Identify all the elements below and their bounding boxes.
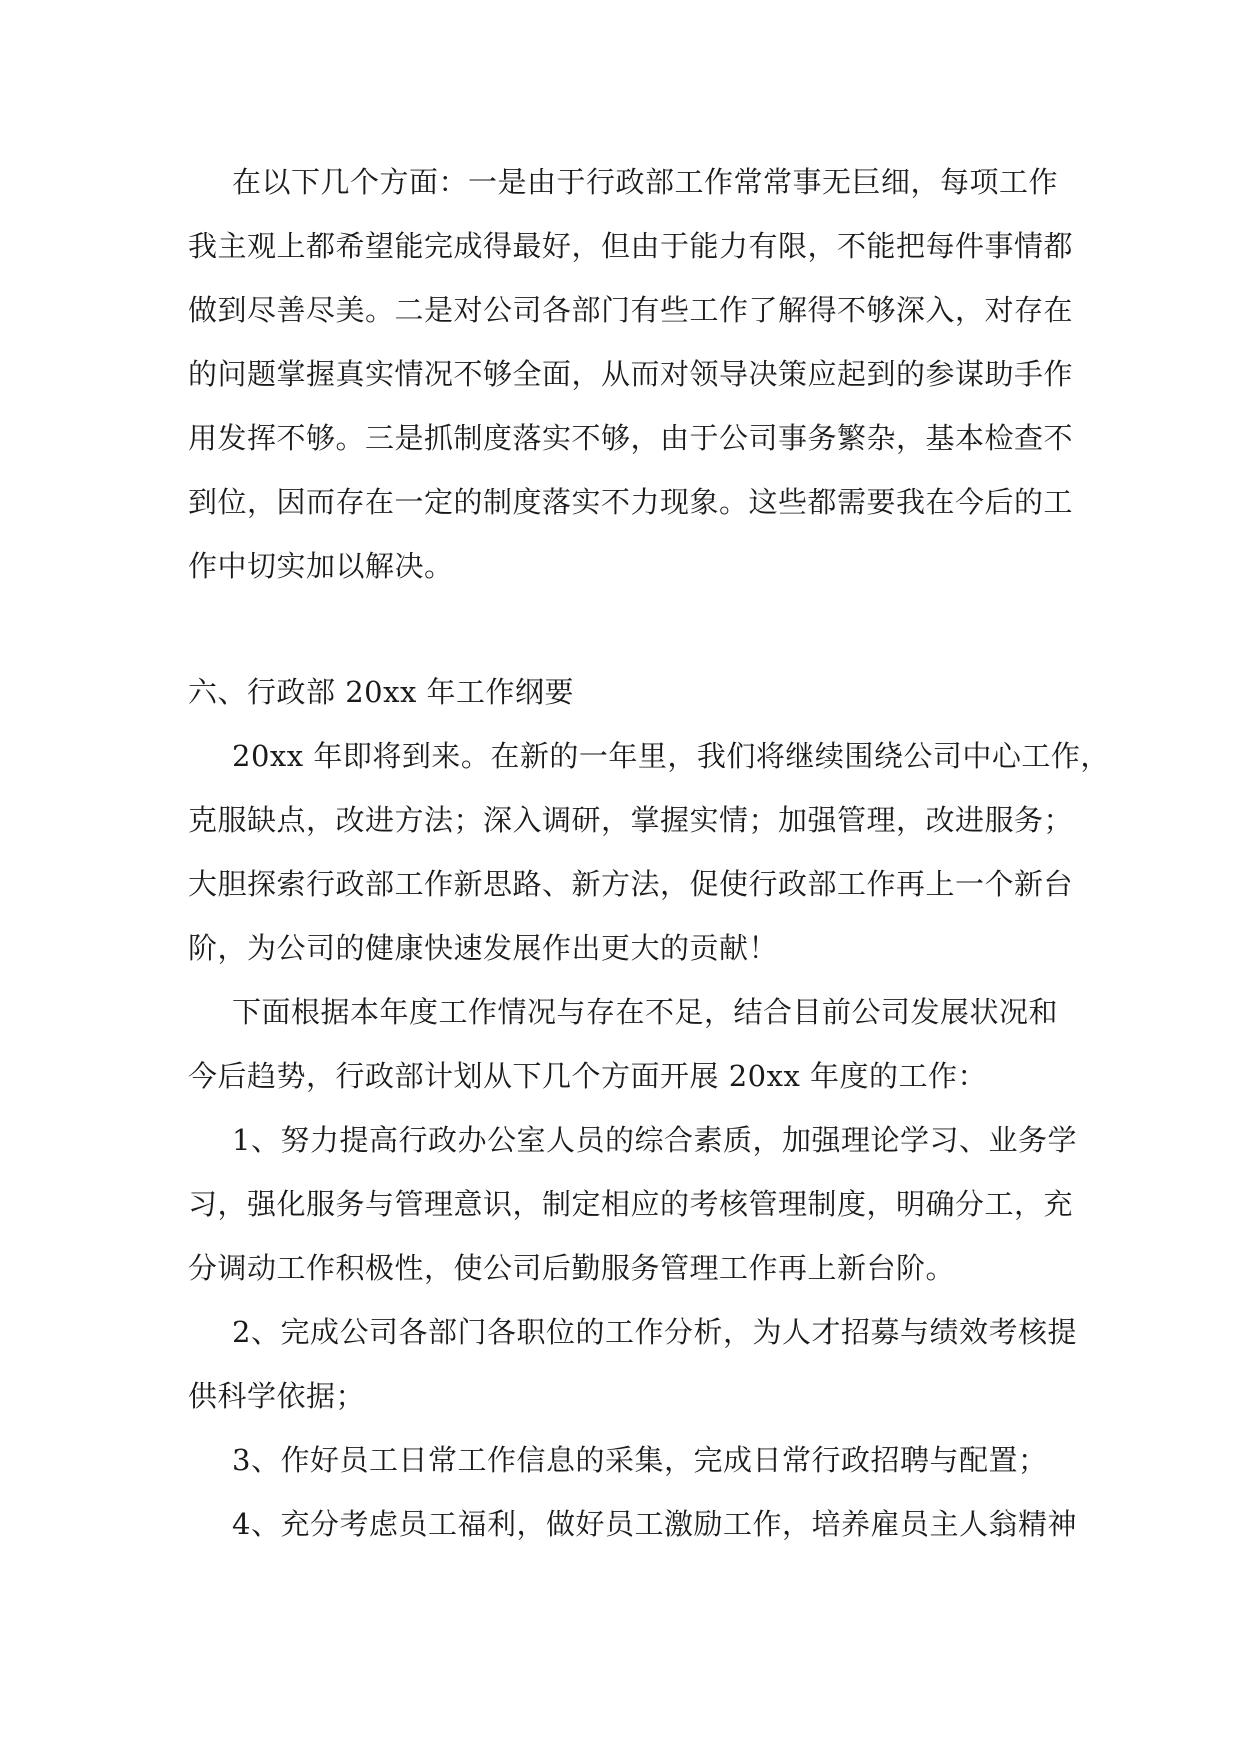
list-item-line: 习，强化服务与管理意识，制定相应的考核管理制度，明确分工，充 <box>188 1187 1074 1221</box>
paragraph-line: 我主观上都希望能完成得最好，但由于能力有限，不能把每件事情都 <box>188 229 1074 263</box>
section-heading: 六、行政部 20xx 年工作纲要 <box>188 675 575 709</box>
list-item-line: 供科学依据； <box>188 1379 366 1413</box>
list-item-line: 3、作好员工日常工作信息的采集，完成日常行政招聘与配置； <box>232 1443 1048 1477</box>
paragraph-line: 用发挥不够。三是抓制度落实不够，由于公司事务繁杂，基本检查不 <box>188 421 1074 455</box>
paragraph-line: 下面根据本年度工作情况与存在不足，结合目前公司发展状况和 <box>232 995 1059 1029</box>
paragraph-line: 做到尽善尽美。二是对公司各部门有些工作了解得不够深入，对存在 <box>188 293 1074 327</box>
list-item-line: 2、完成公司各部门各职位的工作分析，为人才招募与绩效考核提 <box>232 1315 1077 1349</box>
paragraph-line: 20xx 年即将到来。在新的一年里，我们将继续围绕公司中心工作， <box>232 739 1110 773</box>
list-item-line: 1、努力提高行政办公室人员的综合素质，加强理论学习、业务学 <box>232 1123 1077 1157</box>
paragraph-line: 在以下几个方面：一是由于行政部工作常常事无巨细，每项工作 <box>232 165 1059 199</box>
list-item-line: 4、充分考虑员工福利，做好员工激励工作，培养雇员主人翁精神 <box>232 1507 1077 1541</box>
paragraph-line: 今后趋势，行政部计划从下几个方面开展 20xx 年度的工作： <box>188 1059 988 1093</box>
paragraph-line: 到位，因而存在一定的制度落实不力现象。这些都需要我在今后的工 <box>188 485 1074 519</box>
paragraph-line: 阶，为公司的健康快速发展作出更大的贡献！ <box>188 931 779 965</box>
paragraph-line: 大胆探索行政部工作新思路、新方法，促使行政部工作再上一个新台 <box>188 867 1074 901</box>
paragraph-line: 作中切实加以解决。 <box>188 549 454 583</box>
paragraph-line: 克服缺点，改进方法；深入调研，掌握实情；加强管理，改进服务； <box>188 803 1074 837</box>
list-item-line: 分调动工作积极性，使公司后勤服务管理工作再上新台阶。 <box>188 1251 956 1285</box>
paragraph-line: 的问题掌握真实情况不够全面，从而对领导决策应起到的参谋助手作 <box>188 357 1074 391</box>
